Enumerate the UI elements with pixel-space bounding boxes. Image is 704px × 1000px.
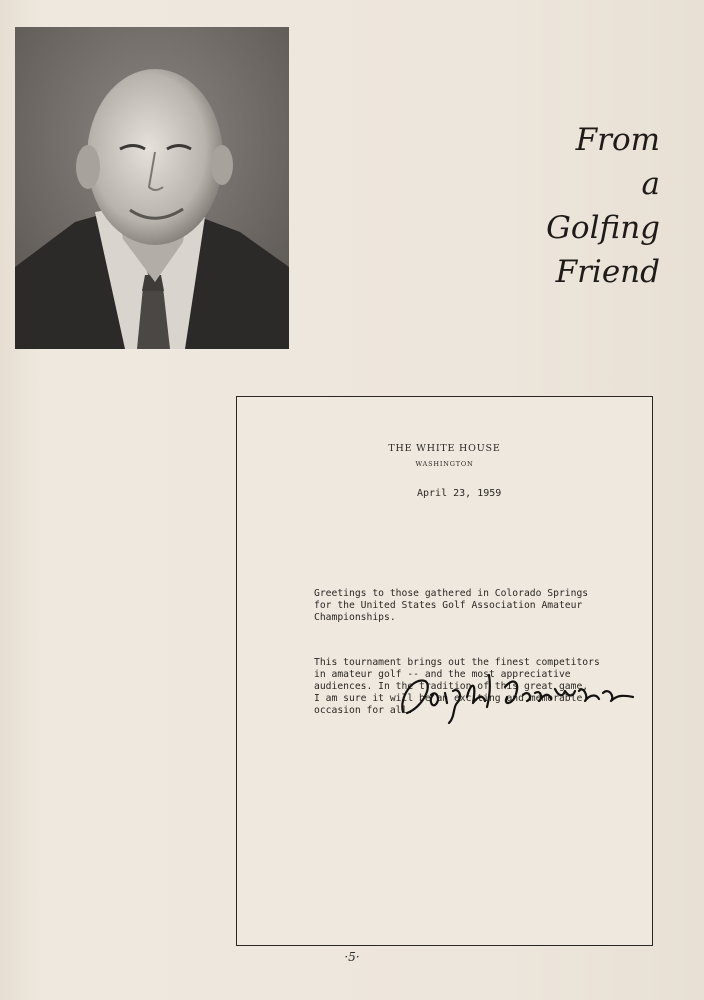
- letter-date: April 23, 1959: [417, 488, 502, 499]
- signature: [393, 667, 643, 725]
- heading-line: a: [641, 166, 660, 202]
- heading-line: Friend: [555, 254, 660, 290]
- page-number: ·5·: [344, 950, 360, 964]
- heading-line: Golfing: [546, 210, 660, 246]
- portrait-photo: [15, 27, 289, 349]
- letter-paragraph: This tournament brings out the finest competitors in amateur golf -- and the most appreciative audiences. In the tradition of this great game, I am sure it will be an exciting and memorable occasion for all.: [314, 657, 600, 716]
- letter-paragraph: Greetings to those gathered in Colorado Springs for the United States Golf Association Amateur Championships.: [314, 588, 589, 623]
- letterhead: THE WHITE HOUSE: [388, 443, 501, 454]
- letterhead-location: WASHINGTON: [415, 460, 474, 468]
- page-heading: [460, 118, 660, 294]
- letter-frame: [236, 396, 653, 946]
- heading-line: From: [575, 122, 660, 158]
